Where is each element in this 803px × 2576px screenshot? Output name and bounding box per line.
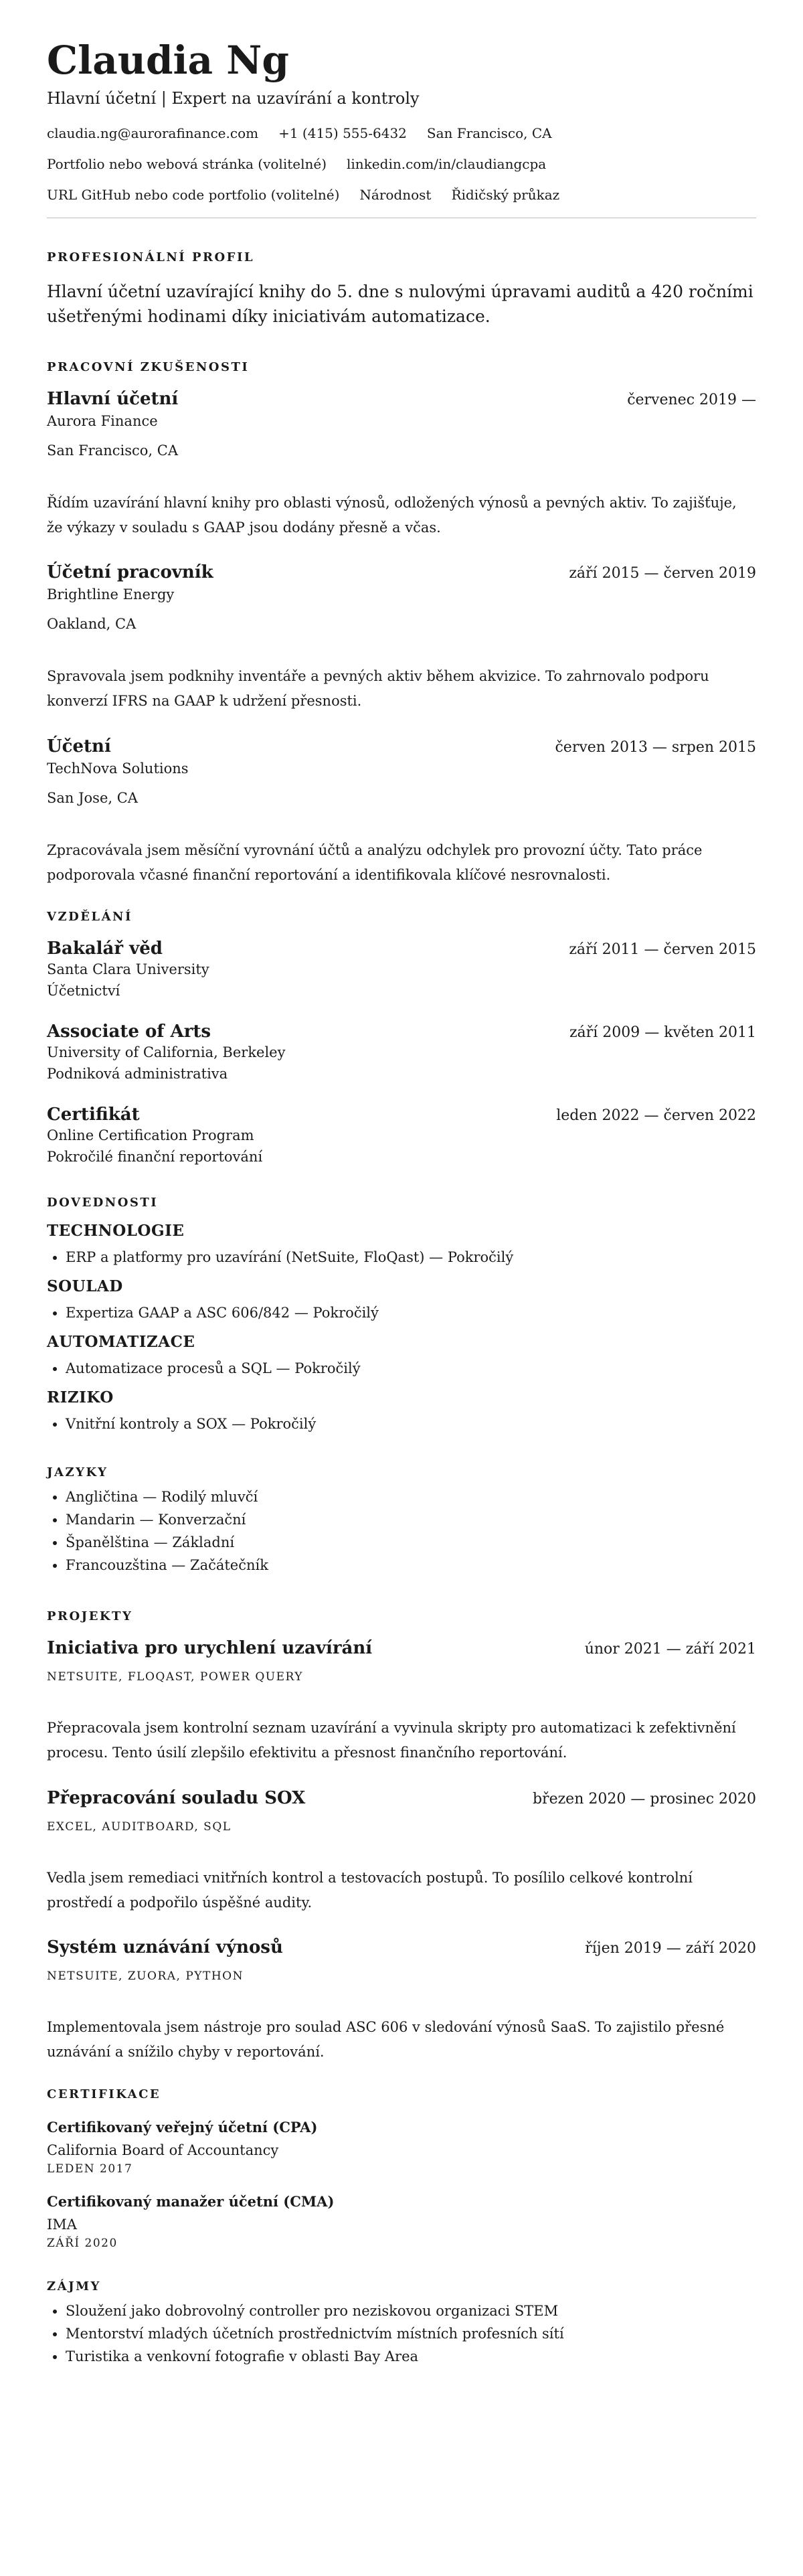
job-entry: [47, 562, 756, 714]
job-date: červen 2013 — srpen 2015: [555, 738, 756, 756]
skill-group: [47, 1277, 756, 1321]
certification-entry: [47, 2119, 756, 2176]
languages-list: [47, 1489, 756, 1573]
education-entry: [47, 1022, 756, 1082]
section-title-interests: ZÁJMY: [47, 2279, 101, 2293]
certification-name: Certifikovaný manažer účetní (CMA): [47, 2192, 335, 2210]
interest-item: • Sloužení jako dobrovolný controller pro neziskovou organizaci STEM: [66, 2303, 756, 2319]
skill-item: • ERP a platformy pro uzavírání (NetSuite, FloQast) — Pokročilý: [66, 1249, 756, 1265]
job-date: červenec 2019 —: [627, 391, 756, 408]
skill-group: [47, 1333, 756, 1376]
skill-item: • Automatizace procesů a SQL — Pokročilý: [66, 1360, 756, 1376]
job-title: Hlavní účetní: [47, 388, 179, 409]
school: University of California, Berkeley: [47, 1044, 286, 1061]
skill-group-title: AUTOMATIZACE: [47, 1333, 195, 1352]
email-link[interactable]: claudia.ng@aurorafinance.com: [47, 125, 259, 141]
job-title: Účetní pracovník: [47, 562, 213, 583]
certification-org: California Board of Accountancy: [47, 2142, 279, 2158]
project-entry: [47, 1638, 756, 1765]
job-entry: [47, 389, 756, 540]
degree: Associate of Arts: [47, 1022, 211, 1042]
degree: Bakalář věd: [47, 939, 163, 959]
project-name: Přepracování souladu SOX: [47, 1787, 306, 1808]
location: San Francisco, CA: [426, 125, 552, 141]
section-title-profile: PROFESIONÁLNÍ PROFIL: [47, 250, 255, 264]
section-title-languages: JAZYKY: [47, 1465, 108, 1480]
job-location: San Francisco, CA: [47, 442, 179, 459]
job-description: Zpracovávala jsem měsíční vyrovnání účtů a analýzu odchylek pro provozní účty. Tato práce podporovala včasné finanční reportování a identifikovala klíčové nesrovnalosti.: [47, 841, 703, 883]
portfolio-link[interactable]: Portfolio nebo webová stránka (volitelné): [47, 155, 327, 172]
section-title-education: VZDĚLÁNÍ: [47, 910, 132, 924]
contact-row: [47, 125, 756, 141]
language-item: • Angličtina — Rodilý mluvčí: [66, 1489, 756, 1505]
skill-item: • Vnitřní kontroly a SOX — Pokročilý: [66, 1416, 756, 1432]
project-description: Vedla jsem remediaci vnitřních kontrol a testovacích postupů. To posílilo celkové kontrolní prostředí a podpořilo úspěšné audity.: [47, 1869, 693, 1911]
nationality: Národnost: [359, 186, 432, 203]
language-item: • Španělština — Základní: [66, 1534, 756, 1550]
contact-row: [47, 187, 756, 203]
job-title: Účetní: [47, 736, 111, 756]
project-description: Implementovala jsem nástroje pro soulad ASC 606 v sledování výnosů SaaS. To zajistilo přesné uznávání a snížilo chyby v reportování.: [47, 2019, 725, 2061]
job-date: září 2015 — červen 2019: [569, 565, 756, 582]
skill-group-title: RIZIKO: [47, 1388, 114, 1407]
project-tech: NETSUITE, FLOQAST, POWER QUERY: [47, 1670, 304, 1684]
job-description: Spravovala jsem podknihy inventáře a pevných aktiv během akvizice. To zahrnovalo podporu konverzí IFRS na GAAP k udržení přesnosti.: [47, 668, 709, 710]
job-company: Brightline Energy: [47, 586, 175, 603]
project-date: říjen 2019 — září 2020: [585, 1940, 756, 1957]
skill-group-title: TECHNOLOGIE: [47, 1222, 185, 1240]
project-tech: EXCEL, AUDITBOARD, SQL: [47, 1820, 232, 1834]
github-link[interactable]: URL GitHub nebo code portfolio (volitelné): [47, 186, 340, 203]
education-entry: [47, 939, 756, 999]
linkedin-link[interactable]: linkedin.com/in/claudiangcpa: [347, 155, 547, 172]
education-date: září 2011 — červen 2015: [569, 941, 756, 959]
field-of-study: Podniková administrativa: [47, 1066, 228, 1082]
project-entry: [47, 1788, 756, 1915]
project-name: Systém uznávání výnosů: [47, 1937, 283, 1958]
section-title-projects: PROJEKTY: [47, 1609, 133, 1624]
school: Online Certification Program: [47, 1127, 254, 1144]
field-of-study: Pokročilé finanční reportování: [47, 1149, 263, 1165]
job-company: Aurora Finance: [47, 412, 158, 429]
field-of-study: Účetnictví: [47, 983, 120, 999]
skill-group-title: SOULAD: [47, 1277, 123, 1296]
section-title-certifications: CERTIFIKACE: [47, 2087, 161, 2101]
project-name: Iniciativa pro urychlení uzavírání: [47, 1638, 373, 1659]
project-date: březen 2020 — prosinec 2020: [532, 1790, 756, 1807]
section-title-experience: PRACOVNÍ ZKUŠENOSTI: [47, 359, 250, 374]
certification-org: IMA: [47, 2216, 77, 2233]
job-company: TechNova Solutions: [47, 760, 189, 777]
education-date: září 2009 — květen 2011: [569, 1024, 756, 1042]
interest-item: • Turistika a venkovní fotografie v oblasti Bay Area: [66, 2348, 756, 2364]
profile-summary: Hlavní účetní uzavírající knihy do 5. dne s nulovými úpravami auditů a 420 ročními ušetřenými hodinami díky iniciativám automatizace.: [47, 281, 753, 327]
school: Santa Clara University: [47, 961, 209, 978]
language-item: • Francouzština — Začátečník: [66, 1557, 756, 1573]
skill-group: [47, 1388, 756, 1432]
degree: Certifikát: [47, 1105, 140, 1125]
job-description: Řídím uzavírání hlavní knihy pro oblasti výnosů, odložených výnosů a pevných aktiv. To zajišťuje, že výkazy v souladu s GAAP jsou dodány přesně a včas.: [47, 494, 737, 536]
section-title-skills: DOVEDNOSTI: [47, 1196, 159, 1210]
job-entry: [47, 736, 756, 888]
phone-number: +1 (415) 555-6432: [278, 125, 407, 141]
certification-name: Certifikovaný veřejný účetní (CPA): [47, 2118, 318, 2136]
language-item: • Mandarin — Konverzační: [66, 1512, 756, 1528]
project-entry: [47, 1937, 756, 2065]
certification-entry: [47, 2193, 756, 2250]
project-date: únor 2021 — září 2021: [584, 1641, 756, 1658]
contact-row: [47, 156, 756, 172]
education-date: leden 2022 — červen 2022: [556, 1107, 756, 1125]
education-entry: [47, 1105, 756, 1165]
interests-list: [47, 2303, 756, 2364]
drivers-license: Řidičský průkaz: [451, 186, 560, 203]
headline: Hlavní účetní | Expert na uzavírání a kontroly: [47, 88, 420, 108]
job-location: San Jose, CA: [47, 789, 138, 806]
job-location: Oakland, CA: [47, 616, 137, 633]
skill-item: • Expertiza GAAP a ASC 606/842 — Pokročilý: [66, 1305, 756, 1321]
skill-group: [47, 1222, 756, 1265]
interest-item: • Mentorství mladých účetních prostřednictvím místních profesních sítí: [66, 2326, 756, 2342]
contact-info: [47, 125, 756, 203]
project-description: Přepracovala jsem kontrolní seznam uzavírání a vyvinula skripty pro automatizaci k zefektivnění procesu. Tento úsilí zlepšilo efektivitu a přesnost finančního reportování.: [47, 1720, 736, 1761]
certification-date: ZÁŘÍ 2020: [47, 2236, 118, 2250]
person-name: Claudia Ng: [47, 37, 289, 83]
certification-date: LEDEN 2017: [47, 2162, 133, 2176]
project-tech: NETSUITE, ZUORA, PYTHON: [47, 1969, 244, 1984]
